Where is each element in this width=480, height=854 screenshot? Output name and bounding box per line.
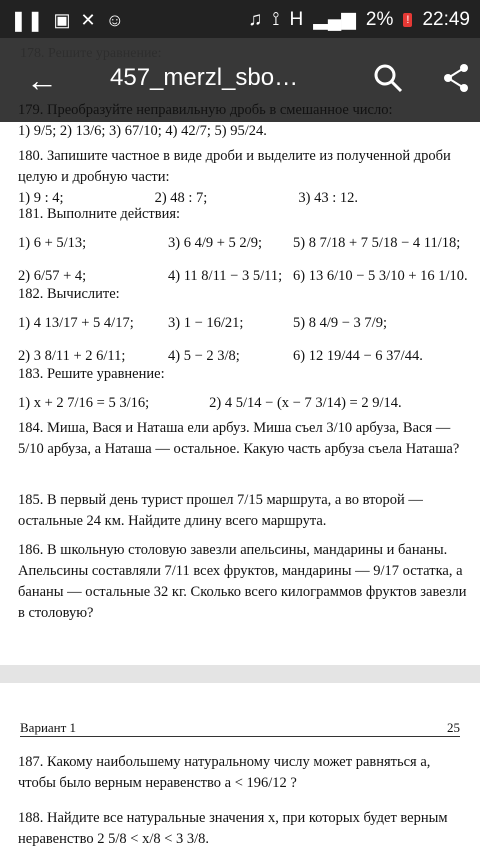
headphones-icon: ♫ [248, 8, 263, 30]
page-separator [0, 665, 480, 683]
clock: 22:49 [422, 8, 470, 30]
problem-188: 188. Найдите все натуральные значения x, при которых будет верным неравенство 2 5/8 < x/8 < 3 3/8. [18, 810, 448, 847]
item: 2) 48 : 7; [154, 190, 208, 206]
battery-icon: ! [403, 13, 412, 27]
item: 4) 11 8/11 − 3 5/11; [168, 268, 283, 284]
wifi-icon: ⟟ [272, 8, 280, 30]
problem-181 [18, 204, 468, 287]
item: 3) 1 − 16/21; [168, 315, 244, 331]
battery-percent: 2% [365, 8, 394, 30]
image-icon: ▣ [53, 10, 71, 30]
item: 1) 6 + 5/13; [18, 235, 87, 251]
page-number: 25 [447, 720, 460, 735]
problem-182-title: 182. Вычислите: [18, 286, 120, 302]
problem-181-title: 181. Выполните действия: [18, 206, 181, 222]
problem-186: 186. В школьную столовую завезли апельсины, мандарины и бананы. Апельсины составляли 7/11 всех фруктов, мандарины — 9/17 остатка, а бананы — остальные 32 кг. Сколько всего килограммов фруктов завезли в столовую? [18, 542, 467, 621]
item: 1) 4 13/17 + 5 4/17; [18, 315, 134, 331]
peek-line-2: 179. Преобразуйте неправильную дробь в смешанное число: [18, 102, 393, 118]
document-title: 457_merzl_sbo… [110, 64, 299, 91]
item: 2) 3 8/11 + 2 6/11; [18, 348, 126, 364]
problem-184: 184. Миша, Вася и Наташа ели арбуз. Миша съел 3/10 арбуза, Вася — 5/10 арбуза, а Наташа — остальное. Какую часть арбуза съела Наташа? [18, 420, 460, 457]
item: 3) 43 : 12. [298, 190, 358, 206]
android-icon: ☺ [105, 10, 125, 30]
variant-label: Вариант 1 [20, 720, 77, 735]
problem-179 [18, 100, 468, 142]
signal-icon: ▂▄▆ [313, 9, 356, 30]
search-icon[interactable] [370, 60, 406, 96]
pause-icon: ❚❚ [10, 10, 44, 32]
item: 5) 8 4/9 − 3 7/9; [293, 315, 387, 331]
item: 3) 6 4/9 + 5 2/9; [168, 235, 262, 251]
peek-line-3: 1) 9/5; 2) 13/6; 3) 67/10; 4) 42/7; 5) 95/24. [18, 123, 267, 139]
item: 4) 5 − 2 3/8; [168, 348, 240, 364]
item: 6) 12 19/44 − 6 37/44. [293, 348, 423, 364]
back-arrow-icon[interactable]: ← [26, 62, 58, 98]
item: 1) x + 2 7/16 = 5 3/16; [18, 395, 150, 411]
problem-183-title: 183. Решите уравнение: [18, 366, 165, 382]
item: 5) 8 7/18 + 7 5/18 − 4 11/18; [293, 235, 461, 251]
item: 1) 9 : 4; [18, 190, 64, 206]
problem-185: 185. В первый день турист прошел 7/15 маршрута, а во второй — остальные 24 км. Найдите длину всего маршрута. [18, 492, 423, 529]
problem-187: 187. Какому наибольшему натуральному числу может равняться a, чтобы было верным неравенство a < 196/12 ? [18, 754, 431, 791]
item: 6) 13 6/10 − 5 3/10 + 16 1/10. [293, 268, 468, 284]
share-icon[interactable] [440, 62, 472, 94]
network-type: H [289, 8, 304, 30]
page-header [20, 720, 460, 737]
problem-180-text: 180. Запишите частное в виде дроби и выделите из полученной дроби целую и дробную части: [18, 148, 451, 185]
close-icon: ✕ [80, 10, 96, 30]
item: 2) 4 5/14 − (x − 7 3/14) = 2 9/14. [209, 395, 402, 411]
problem-182 [18, 284, 468, 367]
problem-183 [18, 364, 468, 414]
problem-180 [18, 146, 468, 209]
status-bar [0, 0, 480, 38]
item: 2) 6/57 + 4; [18, 268, 87, 284]
